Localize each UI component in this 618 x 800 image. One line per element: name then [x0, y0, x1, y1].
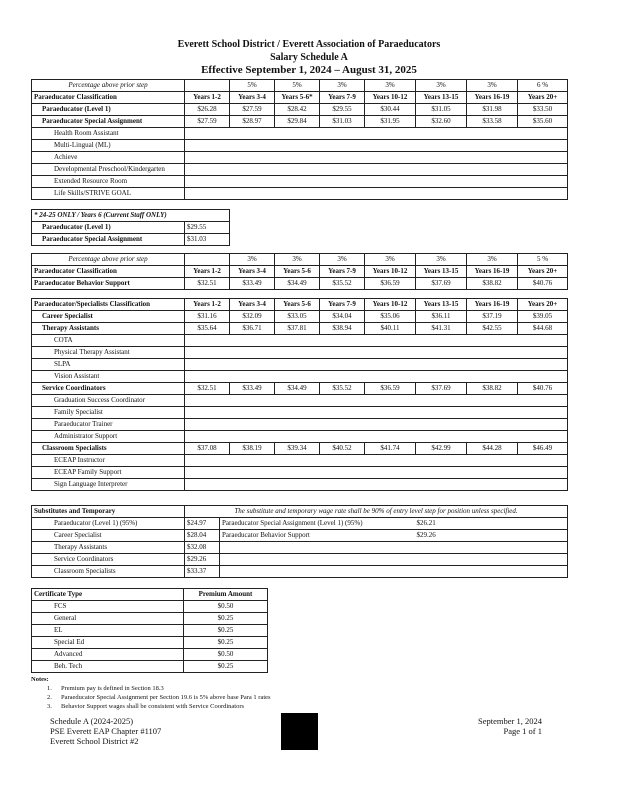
- years-header: Years 5-6: [275, 299, 320, 311]
- wage-cell: $32.09: [230, 311, 275, 323]
- wage-cell: $41.74: [365, 443, 416, 455]
- wage-cell: $34.49: [275, 278, 320, 290]
- wage-cell: $31.98: [467, 104, 518, 116]
- years-header: Years 16-19: [467, 299, 518, 311]
- wage-cell: $35.06: [365, 311, 416, 323]
- note-item: 2. Paraeducator Special Assignment per Section 19.6 is 5% above base Para 1 rates: [47, 694, 271, 701]
- wage-cell: $28.04: [185, 530, 220, 542]
- table-title: * 24-25 ONLY / Years 6 (Current Staff ONLY): [32, 210, 230, 222]
- wage-cell: $35.52: [320, 278, 365, 290]
- pct-cell: 3%: [320, 80, 365, 92]
- wage-cell: $36.59: [365, 383, 416, 395]
- footer-page: Page 1 of 1: [503, 726, 542, 736]
- sub-label: Sign Language Interpreter: [32, 479, 185, 491]
- pct-cell: 5 %: [518, 254, 568, 266]
- sub-label: SLPA: [32, 359, 185, 371]
- sub-row: [32, 467, 568, 479]
- wage-cell: $29.26: [185, 554, 220, 566]
- footer-date: September 1, 2024: [478, 716, 542, 726]
- table-row: [32, 637, 268, 649]
- row-label: Therapy Assistants: [32, 542, 185, 554]
- sub-row: [32, 128, 568, 140]
- wage-cell: $33.37: [185, 566, 220, 578]
- sub-label: Vision Assistant: [32, 371, 185, 383]
- sub-row: [32, 455, 568, 467]
- wage-cell: $37.69: [416, 383, 467, 395]
- class-header: Paraeducator Classification: [32, 92, 185, 104]
- sub-row: [32, 371, 568, 383]
- table-row: [32, 116, 568, 128]
- wage-cell: $32.60: [416, 116, 467, 128]
- wage-cell: $29.26: [415, 530, 457, 542]
- wage-cell: $42.99: [416, 443, 467, 455]
- wage-cell: $37.81: [275, 323, 320, 335]
- sub-label: COTA: [32, 335, 185, 347]
- wage-cell: $39.05: [518, 311, 568, 323]
- years-header: Years 1-2: [185, 266, 230, 278]
- wage-cell: $37.19: [467, 311, 518, 323]
- wage-cell: $40.11: [365, 323, 416, 335]
- wage-cell: $41.31: [416, 323, 467, 335]
- pct-row: [32, 80, 568, 92]
- substitute-note: The substitute and temporary wage rate shall be 90% of entry level step for position unless specified.: [185, 506, 568, 518]
- footer-district: Everett School District #2: [50, 736, 139, 746]
- years-header-row: [32, 92, 568, 104]
- notes-section: [31, 675, 551, 711]
- table-header-row: [32, 589, 268, 601]
- years-header: Years 3-4: [230, 92, 275, 104]
- table-row: [32, 311, 568, 323]
- sub-row: [32, 152, 568, 164]
- pct-label: Percentage above prior step: [32, 254, 185, 266]
- row-label: Paraeducator Behavior Support: [220, 530, 415, 542]
- table-row: [32, 554, 568, 566]
- wage-cell: $40.76: [518, 383, 568, 395]
- certificate-premium-table: [31, 588, 268, 673]
- wage-cell: $38.94: [320, 323, 365, 335]
- pct-label: Percentage above prior step: [32, 80, 185, 92]
- wage-cell: $33.49: [230, 278, 275, 290]
- current-staff-table: [31, 209, 230, 246]
- table-row: [32, 104, 568, 116]
- sub-label: Physical Therapy Assistant: [32, 347, 185, 359]
- pct-cell: 3%: [275, 254, 320, 266]
- wage-cell: $40.52: [320, 443, 365, 455]
- wage-cell: $31.95: [365, 116, 416, 128]
- row-label: Paraeducator (Level 1) (95%): [32, 518, 185, 530]
- sub-row: [32, 407, 568, 419]
- cert-type: Beh. Tech: [32, 661, 184, 673]
- premium-amount: $0.25: [184, 661, 268, 673]
- wage-cell: $38.19: [230, 443, 275, 455]
- footer-left: [50, 716, 161, 746]
- wage-cell: $36.11: [416, 311, 467, 323]
- note-item: 1. Premium pay is defined in Section 18.3: [47, 685, 164, 692]
- substitutes-table: [31, 505, 568, 578]
- sub-row: [32, 188, 568, 200]
- table-row: [32, 542, 568, 554]
- wage-cell: $35.60: [518, 116, 568, 128]
- years-header: Years 10-12: [365, 92, 416, 104]
- pct-cell: [185, 80, 230, 92]
- years-header: Years 13-15: [416, 266, 467, 278]
- cert-type: Special Ed: [32, 637, 184, 649]
- sub-label: Multi-Lingual (ML): [32, 140, 185, 152]
- row-label: Therapy Assistants: [32, 323, 185, 335]
- row-label: Classroom Specialists: [32, 443, 185, 455]
- wage-cell: $32.51: [185, 383, 230, 395]
- sub-label: ECEAP Instructor: [32, 455, 185, 467]
- cert-type: Advanced: [32, 649, 184, 661]
- pct-cell: 3%: [416, 254, 467, 266]
- wage-cell: $28.97: [230, 116, 275, 128]
- sub-row: [32, 164, 568, 176]
- pct-cell: [185, 254, 230, 266]
- wage-cell: $29.55: [320, 104, 365, 116]
- table-row: [32, 661, 268, 673]
- years-header: Years 7-9: [320, 92, 365, 104]
- wage-cell: $27.59: [185, 116, 230, 128]
- wage-cell: $27.59: [230, 104, 275, 116]
- cert-type: EL: [32, 625, 184, 637]
- sub-row: [32, 359, 568, 371]
- years-header: Years 20+: [518, 92, 568, 104]
- sub-row: [32, 347, 568, 359]
- pct-cell: 6 %: [518, 80, 568, 92]
- wage-cell: $28.42: [275, 104, 320, 116]
- sub-label: ECEAP Family Support: [32, 467, 185, 479]
- wage-cell: $31.05: [416, 104, 467, 116]
- blank-cell: [185, 395, 568, 407]
- pct-cell: 5%: [275, 80, 320, 92]
- sub-label: Graduation Success Coordinator: [32, 395, 185, 407]
- table-row: [32, 566, 568, 578]
- years-header: Years 5-6*: [275, 92, 320, 104]
- note-item: 3. Behavior Support wages shall be consistent with Service Coordinators: [47, 703, 245, 710]
- specialists-table: [31, 298, 568, 491]
- sub-label: Health Room Assistant: [32, 128, 185, 140]
- pct-cell: 3%: [365, 254, 416, 266]
- sub-label: Achieve: [32, 152, 185, 164]
- blank-cell: [185, 467, 568, 479]
- table-title-row: [32, 506, 568, 518]
- wage-cell: $31.16: [185, 311, 230, 323]
- table-row: [32, 530, 568, 542]
- sub-label: Life Skills/STRIVE GOAL: [32, 188, 185, 200]
- blank-cell: [185, 347, 568, 359]
- row-label: Paraeducator Behavior Support: [32, 278, 185, 290]
- premium-amount: $0.25: [184, 625, 268, 637]
- blank-cell: [185, 359, 568, 371]
- wage-cell: $31.03: [185, 234, 230, 246]
- table-row: [32, 222, 230, 234]
- premium-amount: $0.50: [184, 601, 268, 613]
- para-salary-table: [31, 79, 568, 200]
- title-line-3: Effective September 1, 2024 – August 31, 2025: [201, 64, 417, 76]
- table-title-row: [32, 210, 230, 222]
- table-row: [32, 518, 568, 530]
- table-row: [32, 443, 568, 455]
- years-header: Years 20+: [518, 266, 568, 278]
- table-row: [32, 278, 568, 290]
- note-text: Premium pay is defined in Section 18.3: [61, 685, 164, 692]
- wage-cell: $40.76: [518, 278, 568, 290]
- blank-cell: [185, 335, 568, 347]
- premium-amount: $0.50: [184, 649, 268, 661]
- sub-label: Extended Resource Room: [32, 176, 185, 188]
- behavior-support-table: [31, 253, 568, 290]
- years-header-row: [32, 299, 568, 311]
- footer-right: [478, 716, 542, 736]
- sub-row: [32, 395, 568, 407]
- row-label: Paraeducator Special Assignment: [32, 234, 185, 246]
- footer-schedule: Schedule A (2024-2025): [50, 716, 134, 726]
- wage-cell: $44.68: [518, 323, 568, 335]
- row-label: Classroom Specialists: [32, 566, 185, 578]
- sub-row: [32, 176, 568, 188]
- sub-label: Developmental Preschool/Kindergarten: [32, 164, 185, 176]
- blank-cell: [185, 407, 568, 419]
- premium-amount: $0.25: [184, 613, 268, 625]
- blank-cell: [185, 479, 568, 491]
- years-header: Years 13-15: [416, 299, 467, 311]
- wage-cell: $38.82: [467, 383, 518, 395]
- sub-row: [32, 335, 568, 347]
- years-header: Years 16-19: [467, 92, 518, 104]
- class-header: Paraeducator Classification: [32, 266, 185, 278]
- premium-amount: $0.25: [184, 637, 268, 649]
- blank-cell: [185, 371, 568, 383]
- table-row: [32, 613, 268, 625]
- sub-row: [32, 419, 568, 431]
- footer-chapter: PSE Everett EAP Chapter #1107: [50, 726, 162, 736]
- wage-cell: $44.28: [467, 443, 518, 455]
- wage-cell: $30.44: [365, 104, 416, 116]
- wage-cell: $24.97: [185, 518, 220, 530]
- wage-cell: $38.82: [467, 278, 518, 290]
- row-label: Career Specialist: [32, 530, 185, 542]
- blank-cell: [185, 431, 568, 443]
- wage-cell: $33.49: [230, 383, 275, 395]
- wage-cell: $34.49: [275, 383, 320, 395]
- notes-title: Notes:: [31, 676, 49, 683]
- wage-cell: $32.08: [185, 542, 220, 554]
- wage-cell: $36.59: [365, 278, 416, 290]
- wage-cell: $35.52: [320, 383, 365, 395]
- sub-row: [32, 479, 568, 491]
- years-header: Years 16-19: [467, 266, 518, 278]
- years-header: Years 7-9: [320, 266, 365, 278]
- table-title: Substitutes and Temporary: [32, 506, 185, 518]
- years-header: Years 10-12: [365, 299, 416, 311]
- years-header: Years 10-12: [365, 266, 416, 278]
- cert-type: General: [32, 613, 184, 625]
- years-header-row: [32, 266, 568, 278]
- redaction-block: [281, 713, 318, 750]
- years-header: Years 1-2: [185, 299, 230, 311]
- sub-row: [32, 431, 568, 443]
- row-label: Paraeducator (Level 1): [32, 222, 185, 234]
- table-row: [32, 649, 268, 661]
- blank-cell: [185, 455, 568, 467]
- wage-cell: $29.55: [185, 222, 230, 234]
- row-label: Paraeducator (Level 1): [32, 104, 185, 116]
- table-row: [32, 625, 268, 637]
- sub-label: Administrator Support: [32, 431, 185, 443]
- wage-cell: $32.51: [185, 278, 230, 290]
- wage-cell: $37.08: [185, 443, 230, 455]
- column-header: Certificate Type: [32, 589, 184, 601]
- table-row: [32, 234, 230, 246]
- note-text: Behavior Support wages shall be consistent with Service Coordinators: [61, 703, 245, 710]
- row-label: Paraeducator Special Assignment: [32, 116, 185, 128]
- row-label: Career Specialist: [32, 311, 185, 323]
- years-header: Years 20+: [518, 299, 568, 311]
- wage-cell: $31.03: [320, 116, 365, 128]
- cert-type: FCS: [32, 601, 184, 613]
- years-header: Years 1-2: [185, 92, 230, 104]
- table-row: [32, 383, 568, 395]
- pct-cell: 3%: [365, 80, 416, 92]
- years-header: Years 3-4: [230, 299, 275, 311]
- sub-row: [32, 140, 568, 152]
- row-label: Service Coordinators: [32, 383, 185, 395]
- table-row: [32, 323, 568, 335]
- pct-cell: 3%: [416, 80, 467, 92]
- table-row: [32, 601, 268, 613]
- blank-cell: [185, 419, 568, 431]
- wage-cell: $33.58: [467, 116, 518, 128]
- years-header: Years 5-6: [275, 266, 320, 278]
- title-line-2: Salary Schedule A: [270, 52, 348, 63]
- row-label: Service Coordinators: [32, 554, 185, 566]
- wage-cell: $37.69: [416, 278, 467, 290]
- title-line-1: Everett School District / Everett Association of Paraeducators: [177, 39, 441, 50]
- column-header: Premium Amount: [184, 589, 268, 601]
- wage-cell: $42.55: [467, 323, 518, 335]
- sub-label: Family Specialist: [32, 407, 185, 419]
- years-header: Years 3-4: [230, 266, 275, 278]
- pct-cell: 3%: [467, 80, 518, 92]
- wage-cell: $36.71: [230, 323, 275, 335]
- wage-cell: $46.49: [518, 443, 568, 455]
- wage-cell: $29.84: [275, 116, 320, 128]
- years-header: Years 13-15: [416, 92, 467, 104]
- wage-cell: $26.21: [415, 518, 457, 530]
- wage-cell: $34.04: [320, 311, 365, 323]
- wage-cell: $26.28: [185, 104, 230, 116]
- wage-cell: $33.50: [518, 104, 568, 116]
- sub-label: Paraeducator Trainer: [32, 419, 185, 431]
- wage-cell: $33.05: [275, 311, 320, 323]
- pct-row: [32, 254, 568, 266]
- wage-cell: $35.64: [185, 323, 230, 335]
- pct-cell: 3%: [467, 254, 518, 266]
- row-label: Paraeducator Special Assignment (Level 1) (95%): [220, 518, 415, 530]
- class-header: Paraeducator/Specialists Classification: [32, 299, 185, 311]
- pct-cell: 3%: [230, 254, 275, 266]
- pct-cell: 5%: [230, 80, 275, 92]
- note-text: Paraeducator Special Assignment per Section 19.6 is 5% above base Para 1 rates: [61, 694, 271, 701]
- years-header: Years 7-9: [320, 299, 365, 311]
- wage-cell: $39.34: [275, 443, 320, 455]
- pct-cell: 3%: [320, 254, 365, 266]
